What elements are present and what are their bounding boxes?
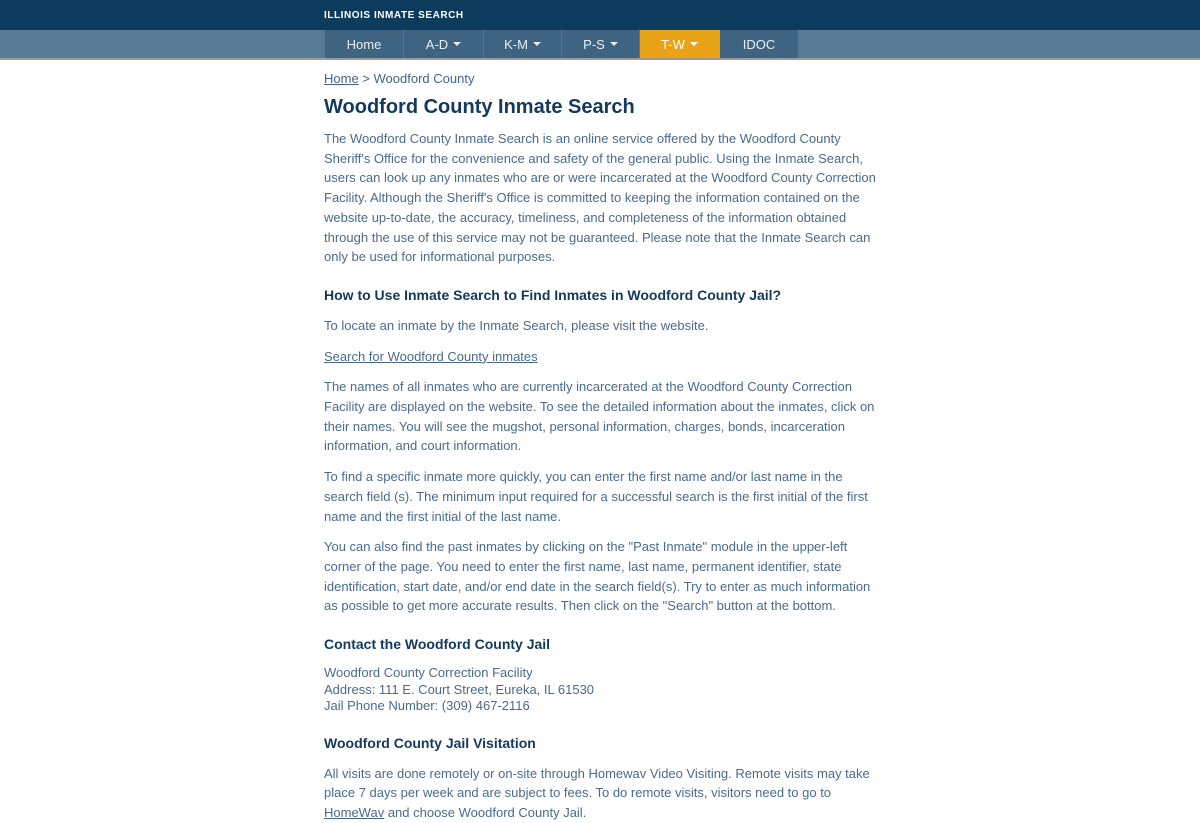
breadcrumb (324, 70, 876, 88)
visitation-heading: Woodford County Jail Visitation (324, 734, 536, 751)
nav-left-spacer (0, 30, 324, 58)
chevron-down-icon (690, 42, 698, 46)
intro-paragraph: The Woodford County Inmate Search is an online service offered by the Woodford County Sheriff's Office for the convenience and safety of the general public. Using the Inmate Search, users can look up any inmates who are or were incarcerated at the Woodford County Correction Facility. Although the Sheriff's Office is committed to keeping the information contained on the website up-to-date, the accuracy, timeliness, and completeness of the information obtained through the use of this service may not be guaranteed. Please note that the Inmate Search can only be used for informational purposes. (324, 131, 876, 265)
brand-bar-inner (0, 10, 1200, 21)
how-to-intro: To locate an inmate by the Inmate Search, please visit the website. (324, 317, 709, 333)
contact-phone: Jail Phone Number: (309) 467-2116 (324, 698, 530, 714)
nav-item-list (324, 30, 798, 58)
nav-item-idoc-label: IDOC (742, 36, 776, 52)
how-to-heading: How to Use Inmate Search to Find Inmates in Woodford County Jail? (324, 286, 782, 303)
nav-item-a-d[interactable] (404, 30, 484, 58)
how-to-paragraph-1: The names of all inmates who are currently incarcerated at the Woodford County Correction Facility are displayed on the website. To see the detailed information about the inmates, click on their names. You will see the mugshot, personal information, charges, bonds, incarceration information, and court information. (324, 379, 875, 454)
how-to-paragraph-2: To find a specific inmate more quickly, you can enter the first name and/or last name in the search field (s). The minimum input required for a successful search is the first initial of the first name and the first initial of the last name. (324, 469, 868, 524)
nav-item-t-w-label: T-W (661, 36, 685, 52)
breadcrumb-current: Woodford County (373, 71, 475, 86)
nav-item-home[interactable] (324, 30, 404, 58)
site-title: ILLINOIS INMATE SEARCH (324, 9, 464, 21)
page-title: Woodford County Inmate Search (324, 96, 635, 118)
chevron-down-icon (610, 42, 618, 46)
search-link-line (324, 347, 876, 367)
homewav-link[interactable]: HomeWav (324, 804, 385, 820)
search-inmates-link[interactable]: Search for Woodford County inmates (324, 348, 538, 364)
visitation-text-after-link: and choose Woodford County Jail. (384, 804, 587, 820)
how-to-paragraph-3: You can also find the past inmates by clicking on the "Past Inmate" module in the upper-left corner of the page. You need to enter the first name, last name, permanent identifier, state identification, start date, and/or end date in the search field(s). Try to enter as much information as possible to get more accurate results. Then click on the "Search" button at the bottom. (324, 539, 871, 614)
main-navigation (0, 30, 1200, 60)
main-content (324, 60, 876, 823)
visitation-paragraph (324, 764, 876, 823)
breadcrumb-separator: > (358, 71, 374, 86)
contact-details (324, 665, 876, 715)
contact-facility-name: Woodford County Correction Facility (324, 665, 533, 681)
chevron-down-icon (453, 42, 461, 46)
nav-item-home-label: Home (346, 36, 382, 52)
nav-item-k-m-label: K-M (504, 36, 528, 52)
breadcrumb-home-link[interactable]: Home (324, 71, 359, 86)
nav-item-p-s-label: P-S (583, 36, 605, 52)
nav-item-k-m[interactable] (484, 30, 562, 58)
brand-bar (0, 0, 1200, 30)
nav-item-t-w[interactable] (640, 30, 720, 58)
visitation-text-before-link: All visits are done remotely or on-site through Homewav Video Visiting. Remote visits may take place 7 days per week and are subject to fees. To do remote visits, visitors need to go to (324, 765, 870, 801)
nav-item-p-s[interactable] (562, 30, 640, 58)
nav-item-idoc[interactable] (720, 30, 798, 58)
contact-address: Address: 111 E. Court Street, Eureka, IL 61530 (324, 681, 595, 697)
nav-item-a-d-label: A-D (425, 36, 449, 52)
chevron-down-icon (533, 42, 541, 46)
contact-heading: Contact the Woodford County Jail (324, 636, 551, 653)
